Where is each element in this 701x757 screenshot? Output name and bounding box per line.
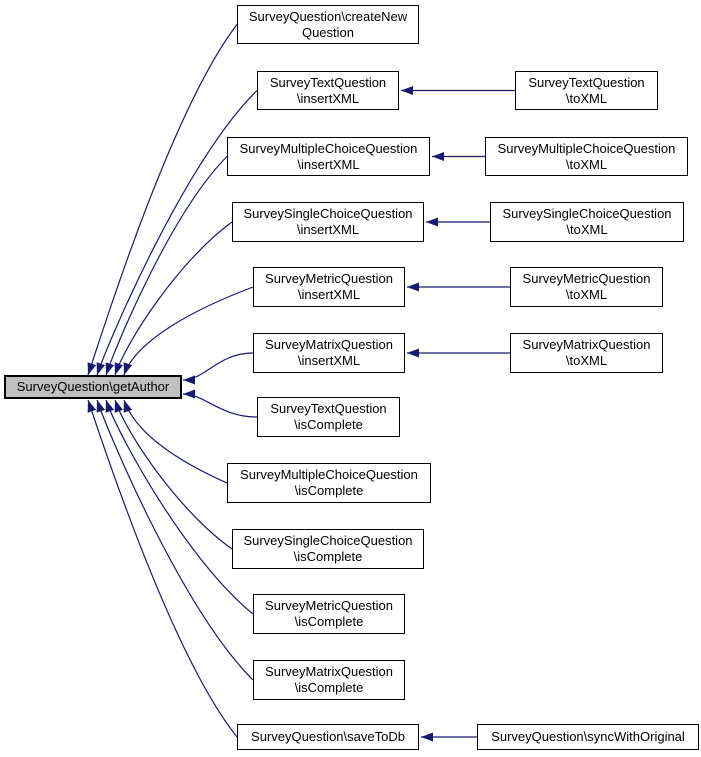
node-label-line: \insertXML <box>297 156 360 172</box>
node-label-line: \toXML <box>565 90 608 106</box>
node-label-line: Question <box>301 24 355 40</box>
graph-node-saveToDb[interactable] <box>237 724 419 750</box>
graph-node-getAuthor[interactable] <box>4 375 182 399</box>
graph-node-matrixToXML[interactable] <box>510 333 663 373</box>
graph-node-multipleChoiceIsComplete[interactable] <box>227 463 431 503</box>
graph-node-textIsComplete[interactable] <box>257 397 400 437</box>
node-label-line: SurveyTextQuestion <box>270 401 387 416</box>
graph-node-singleChoiceToXML[interactable] <box>490 202 684 242</box>
graph-node-singleChoiceInsertXML[interactable] <box>232 202 424 242</box>
node-label-line: SurveyQuestion\syncWithOriginal <box>491 729 685 744</box>
node-label-line: \insertXML <box>296 90 360 106</box>
node-label-line: \isComplete <box>294 680 364 695</box>
graph-node-metricToXML[interactable] <box>510 267 663 307</box>
node-label-line: SurveyMatrixQuestion <box>265 337 393 352</box>
node-label-line: \isComplete <box>294 614 364 629</box>
node-label-line: SurveyMetricQuestion <box>265 271 393 286</box>
graph-node-textToXML[interactable] <box>515 71 658 110</box>
graph-node-matrixInsertXML[interactable] <box>253 333 405 373</box>
node-label-line: \isComplete <box>294 483 364 498</box>
node-label-line: SurveyMetricQuestion <box>265 598 393 613</box>
node-label-line: SurveyMultipleChoiceQuestion <box>239 140 418 156</box>
node-label-line: \isComplete <box>294 417 363 432</box>
node-label-line: \insertXML <box>297 287 361 302</box>
graph-node-createNewQuestion[interactable] <box>237 5 419 44</box>
node-label-line: SurveyMatrixQuestion <box>265 664 393 679</box>
node-label-line: SurveyTextQuestion <box>269 74 387 90</box>
graph-node-syncWithOriginal[interactable] <box>477 724 699 750</box>
node-label-line: \toXML <box>565 287 608 302</box>
graph-node-multipleChoiceToXML[interactable] <box>485 137 688 176</box>
node-label-line: \insertXML <box>296 222 360 237</box>
graph-node-metricIsComplete[interactable] <box>253 594 405 634</box>
node-label-line: \isComplete <box>293 549 363 564</box>
node-label-line: SurveyTextQuestion <box>528 74 645 90</box>
node-label-line: SurveyMultipleChoiceQuestion <box>497 140 676 156</box>
node-label-line: SurveySingleChoiceQuestion <box>502 206 672 221</box>
graph-node-multipleChoiceInsertXML[interactable] <box>227 137 430 176</box>
graph-node-metricInsertXML[interactable] <box>253 267 405 307</box>
node-label-line: SurveyMatrixQuestion <box>522 337 651 352</box>
node-label-line: SurveySingleChoiceQuestion <box>243 206 413 221</box>
node-label-line: SurveyQuestion\createNew <box>248 8 408 24</box>
node-label-line: \toXML <box>565 156 608 172</box>
node-label-line: \insertXML <box>297 353 361 368</box>
node-label-line: SurveyMetricQuestion <box>522 271 651 286</box>
node-label-line: SurveySingleChoiceQuestion <box>243 533 413 548</box>
node-label-line: SurveyQuestion\saveToDb <box>251 729 405 744</box>
graph-node-matrixIsComplete[interactable] <box>253 660 405 700</box>
node-label-line: \toXML <box>565 353 608 368</box>
node-label-line: \toXML <box>566 222 608 237</box>
graph-node-textInsertXML[interactable] <box>257 71 399 110</box>
node-label-line: SurveyQuestion\getAuthor <box>16 379 170 394</box>
node-label-line: SurveyMultipleChoiceQuestion <box>240 467 418 482</box>
graph-node-singleChoiceIsComplete[interactable] <box>232 529 424 569</box>
